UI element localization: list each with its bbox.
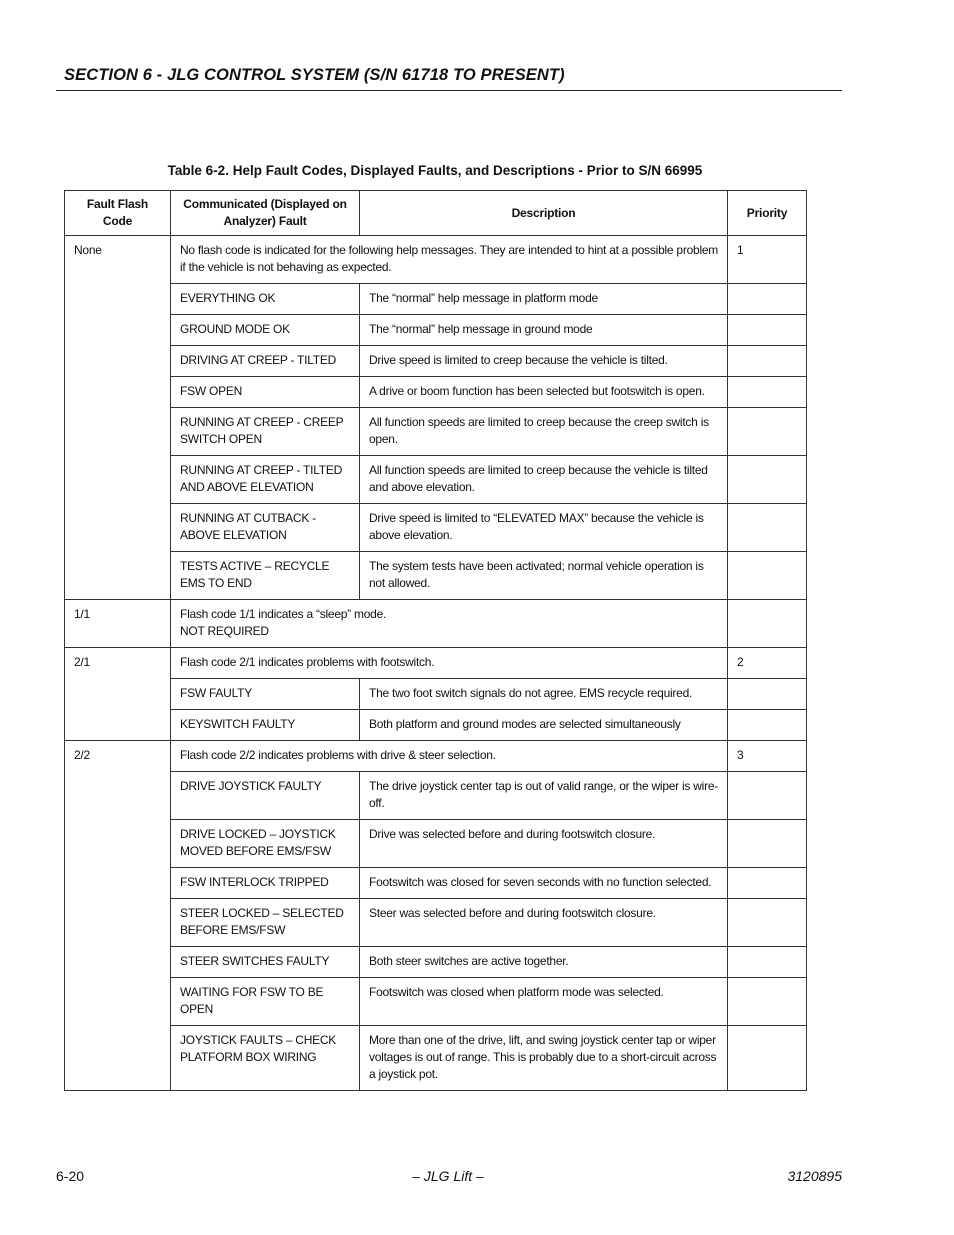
displayed-fault: RUNNING AT CREEP - CREEP SWITCH OPEN: [171, 408, 360, 456]
priority-empty: [728, 947, 807, 978]
section-title: SECTION 6 - JLG CONTROL SYSTEM (S/N 61718 TO PRESENT): [64, 66, 565, 84]
priority-empty: [728, 408, 807, 456]
displayed-fault: FSW FAULTY: [171, 679, 360, 710]
priority-empty: [728, 377, 807, 408]
group-intro-row: [65, 741, 807, 772]
priority-empty: [728, 552, 807, 600]
fault-description: Both steer switches are active together.: [360, 947, 728, 978]
fault-codes-table: [64, 190, 807, 1091]
table-row: [65, 284, 807, 315]
displayed-fault: TESTS ACTIVE – RECYCLE EMS TO END: [171, 552, 360, 600]
page-number: 6-20: [56, 1168, 85, 1184]
fault-description: More than one of the drive, lift, and swing joystick center tap or wiper voltages is out of range. This is probably due to a short-circuit across a joystick pot.: [360, 1026, 728, 1091]
table-row: [65, 346, 807, 377]
displayed-fault: EVERYTHING OK: [171, 284, 360, 315]
table-row: [65, 820, 807, 868]
priority-value: 3: [728, 741, 807, 772]
displayed-fault: WAITING FOR FSW TO BE OPEN: [171, 978, 360, 1026]
flash-code-intro: Flash code 1/1 indicates a “sleep” mode. NOT REQUIRED: [171, 600, 728, 648]
header-divider: [56, 90, 842, 91]
priority-empty: [728, 899, 807, 947]
table-row: [65, 504, 807, 552]
fault-description: All function speeds are limited to creep because the vehicle is tilted and above elevation.: [360, 456, 728, 504]
col-header-priority: Priority: [728, 191, 807, 236]
table-row: [65, 947, 807, 978]
group-intro-row: [65, 648, 807, 679]
flash-code-intro: No flash code is indicated for the following help messages. They are intended to hint at a possible problem if the vehicle is not behaving as expected.: [171, 236, 728, 284]
group-intro-row: [65, 236, 807, 284]
fault-description: Drive was selected before and during footswitch closure.: [360, 820, 728, 868]
table-header-row: [65, 191, 807, 236]
fault-description: Footswitch was closed when platform mode was selected.: [360, 978, 728, 1026]
fault-description: Steer was selected before and during footswitch closure.: [360, 899, 728, 947]
fault-flash-code: None: [65, 236, 171, 600]
priority-empty: [728, 504, 807, 552]
document-number: 3120895: [787, 1168, 842, 1184]
fault-flash-code: 1/1: [65, 600, 171, 648]
displayed-fault: RUNNING AT CUTBACK - ABOVE ELEVATION: [171, 504, 360, 552]
fault-description: The “normal” help message in platform mode: [360, 284, 728, 315]
fault-description: Drive speed is limited to creep because the vehicle is tilted.: [360, 346, 728, 377]
priority-empty: [728, 315, 807, 346]
priority-empty: [728, 772, 807, 820]
col-header-code: Fault Flash Code: [65, 191, 171, 236]
table-row: [65, 1026, 807, 1091]
table-row: [65, 377, 807, 408]
fault-description: The two foot switch signals do not agree. EMS recycle required.: [360, 679, 728, 710]
table-row: [65, 408, 807, 456]
footer-publisher: – JLG Lift –: [412, 1168, 484, 1184]
col-header-description: Description: [360, 191, 728, 236]
displayed-fault: JOYSTICK FAULTS – CHECK PLATFORM BOX WIRING: [171, 1026, 360, 1091]
fault-description: Both platform and ground modes are selected simultaneously: [360, 710, 728, 741]
col-header-fault: Communicated (Displayed on Analyzer) Fault: [171, 191, 360, 236]
table-row: [65, 315, 807, 346]
displayed-fault: STEER LOCKED – SELECTED BEFORE EMS/FSW: [171, 899, 360, 947]
fault-description: Drive speed is limited to “ELEVATED MAX” because the vehicle is above elevation.: [360, 504, 728, 552]
table-row: [65, 978, 807, 1026]
priority-empty: [728, 1026, 807, 1091]
flash-code-intro: Flash code 2/2 indicates problems with drive & steer selection.: [171, 741, 728, 772]
table-row: [65, 710, 807, 741]
table-caption: Table 6-2. Help Fault Codes, Displayed Faults, and Descriptions - Prior to S/N 66995: [167, 163, 703, 178]
table-row: [65, 552, 807, 600]
priority-empty: [728, 284, 807, 315]
fault-flash-code: 2/2: [65, 741, 171, 1091]
priority-empty: [728, 346, 807, 377]
fault-description: The “normal” help message in ground mode: [360, 315, 728, 346]
table-body: [65, 236, 807, 1091]
displayed-fault: DRIVING AT CREEP - TILTED: [171, 346, 360, 377]
fault-description: Footswitch was closed for seven seconds with no function selected.: [360, 868, 728, 899]
flash-code-intro: Flash code 2/1 indicates problems with footswitch.: [171, 648, 728, 679]
table-row: [65, 868, 807, 899]
fault-flash-code: 2/1: [65, 648, 171, 741]
table-row: [65, 772, 807, 820]
priority-empty: [728, 710, 807, 741]
priority-empty: [728, 820, 807, 868]
displayed-fault: STEER SWITCHES FAULTY: [171, 947, 360, 978]
table-row: [65, 679, 807, 710]
fault-description: All function speeds are limited to creep because the creep switch is open.: [360, 408, 728, 456]
priority-value: 1: [728, 236, 807, 284]
priority-value: 2: [728, 648, 807, 679]
displayed-fault: FSW INTERLOCK TRIPPED: [171, 868, 360, 899]
group-intro-row: [65, 600, 807, 648]
displayed-fault: DRIVE LOCKED – JOYSTICK MOVED BEFORE EMS/FSW: [171, 820, 360, 868]
priority-empty: [728, 679, 807, 710]
priority-value: [728, 600, 807, 648]
fault-description: A drive or boom function has been selected but footswitch is open.: [360, 377, 728, 408]
displayed-fault: GROUND MODE OK: [171, 315, 360, 346]
displayed-fault: KEYSWITCH FAULTY: [171, 710, 360, 741]
priority-empty: [728, 978, 807, 1026]
displayed-fault: FSW OPEN: [171, 377, 360, 408]
fault-description: The drive joystick center tap is out of valid range, or the wiper is wire-off.: [360, 772, 728, 820]
priority-empty: [728, 456, 807, 504]
priority-empty: [728, 868, 807, 899]
displayed-fault: DRIVE JOYSTICK FAULTY: [171, 772, 360, 820]
table-row: [65, 899, 807, 947]
fault-description: The system tests have been activated; normal vehicle operation is not allowed.: [360, 552, 728, 600]
table-row: [65, 456, 807, 504]
displayed-fault: RUNNING AT CREEP - TILTED AND ABOVE ELEVATION: [171, 456, 360, 504]
